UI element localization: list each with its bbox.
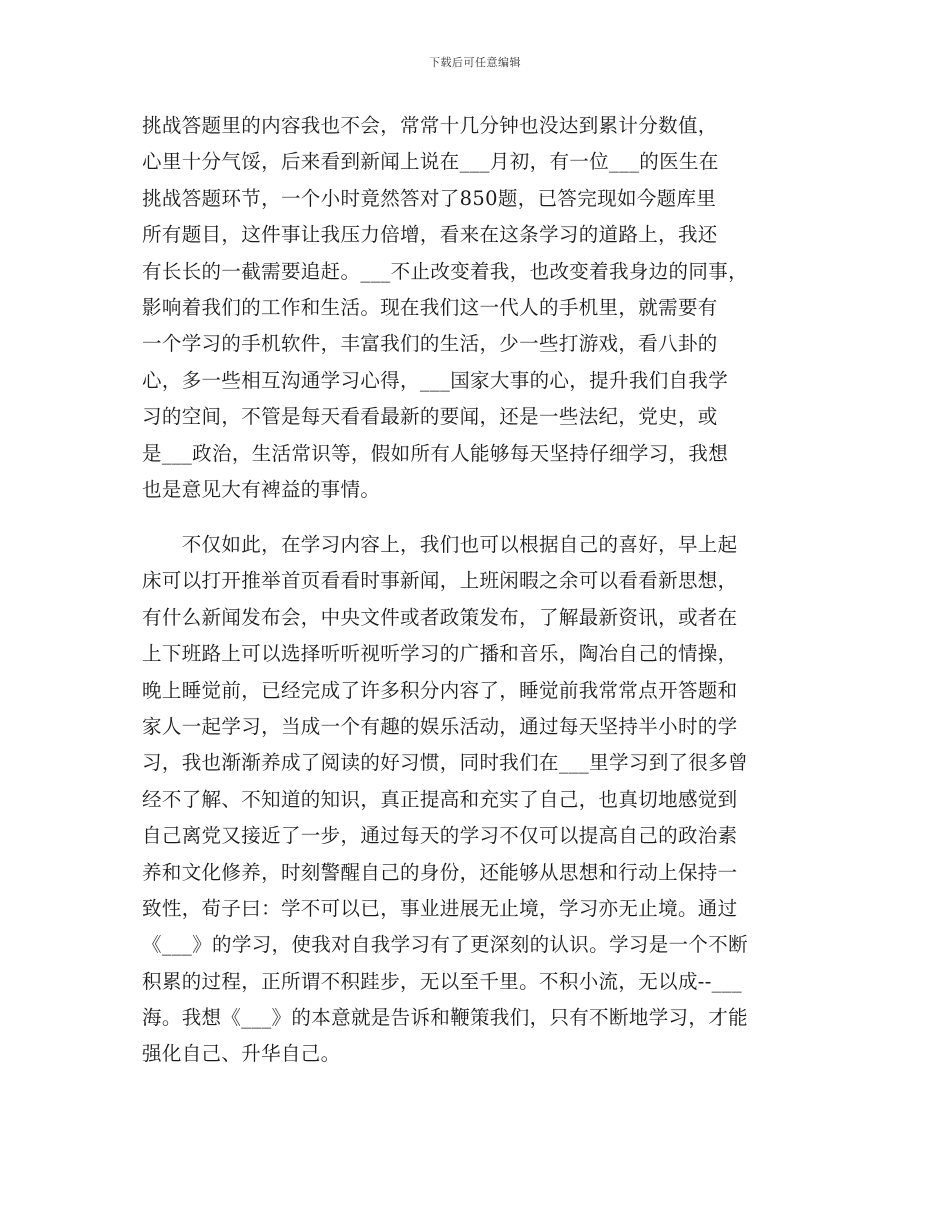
paragraph-1 [142, 108, 812, 508]
text-line: 床可以打开推举首页看看时事新闻，上班闲暇之余可以看看新思想， [142, 569, 738, 593]
text-line: 致性，荀子曰：学不可以已，事业进展无止境，学习亦无止境。通过 [142, 896, 738, 920]
text-line: 上下班路上可以选择听听视听学习的广播和音乐，陶冶自己的情操， [142, 642, 738, 666]
text-line: 习的空间，不管是每天看看最新的要闻，还是一些法纪，党史，或 [142, 405, 718, 429]
paragraph-2 [142, 527, 812, 1073]
text-line: 养和文化修养，时刻警醒自己的身份，还能够从思想和行动上保持一 [142, 860, 738, 884]
text-line: 心，多一些相互沟通学习心得，___国家大事的心，提升我们自我学 [142, 368, 729, 392]
text-line: 有什么新闻发布会，中央文件或者政策发布，了解最新资讯，或者在 [142, 605, 738, 629]
text-line: 心里十分气馁，后来看到新闻上说在___月初，有一位___的医生在 [142, 150, 719, 174]
text-line: 积累的过程，正所谓不积跬步，无以至千里。不积小流，无以成--___ [142, 969, 742, 993]
text-line: 挑战答题环节，一个小时竟然答对了850题，已答完现如今题库里 [142, 186, 717, 210]
text-line: 海。我想《___》的本意就是告诉和鞭策我们，只有不断地学习，才能 [142, 1006, 748, 1030]
text-line: 有长长的一截需要追赶。___不止改变着我，也改变着我身边的同事， [142, 259, 748, 283]
text-line: 《___》的学习，使我对自我学习有了更深刻的认识。学习是一个不断 [142, 933, 748, 957]
text-line: 影响着我们的工作和生活。现在我们这一代人的手机里，就需要有 [142, 295, 718, 319]
text-line: 不仅如此，在学习内容上，我们也可以根据自己的喜好，早上起 [142, 533, 738, 556]
text-line: 所有题目，这件事让我压力倍增，看来在这条学习的道路上，我还 [142, 223, 718, 247]
text-line: 家人一起学习，当成一个有趣的娱乐活动，通过每天坚持半小时的学 [142, 714, 738, 738]
text-line: 也是意见大有裨益的事情。 [142, 477, 381, 501]
text-line: 自己离党又接近了一步，通过每天的学习不仅可以提高自己的政治素 [142, 824, 738, 848]
text-line: 一个学习的手机软件，丰富我们的生活，少一些打游戏，看八卦的 [142, 332, 718, 356]
text-line: 是___政治，生活常识等，假如所有人能够每天坚持仔细学习，我想 [142, 441, 729, 465]
text-line: 强化自己、升华自己。 [142, 1042, 341, 1066]
page-header: 下载后可任意编辑 [429, 56, 521, 69]
text-line: 晚上睡觉前，已经完成了许多积分内容了，睡觉前我常常点开答题和 [142, 678, 738, 702]
text-line: 经不了解、不知道的知识，真正提高和充实了自己，也真切地感觉到 [142, 787, 738, 811]
text-line: 习，我也渐渐养成了阅读的好习惯，同时我们在___里学习到了很多曾 [142, 751, 748, 775]
text-line: 挑战答题里的内容我也不会，常常十几分钟也没达到累计分数值， [142, 114, 718, 137]
